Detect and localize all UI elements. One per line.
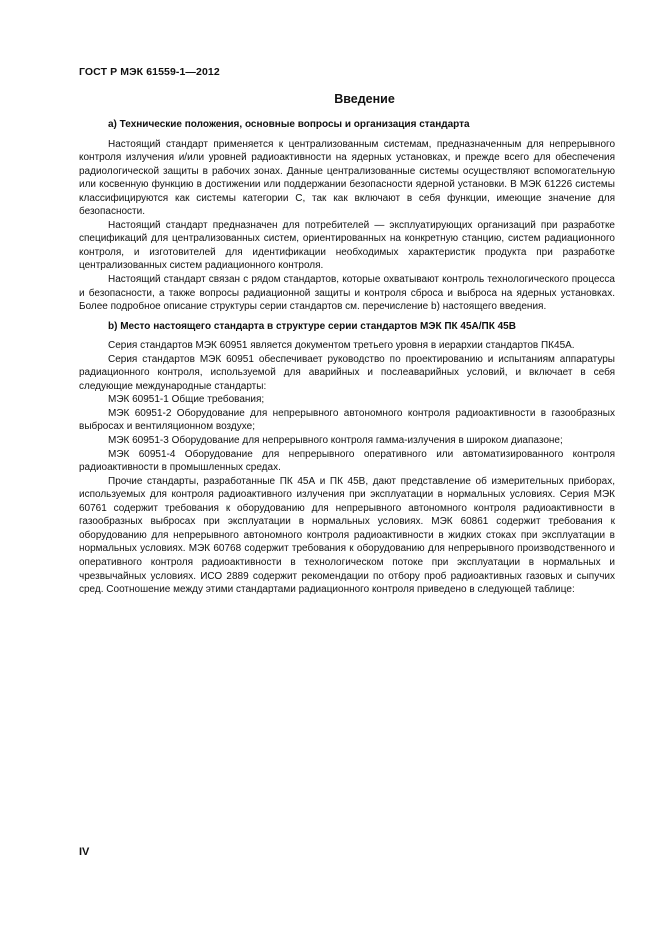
section-a-paragraph: Настоящий стандарт применяется к централизованным системам, предназначенным для непрерывного контроля излучения и/или уровней радиоактивности на ядерных установках, и прежде всего для обеспечения радиологической защиты в рабочих зонах. Данные централизованные системы осуществляют вспомогательную или косвенную функцию в достижении или поддержании безопасности ядерной установки. В МЭК 61226 системы классифицируются как системы категории С, так как включают в себя функции, имеющие значение для безопасности.: [79, 138, 615, 218]
standards-list-item: МЭК 60951-2 Оборудование для непрерывного автономного контроля радиоактивности в газообразных выбросах и вентиляционном воздухе;: [79, 407, 615, 433]
section-b-paragraph: Серия стандартов МЭК 60951 обеспечивает руководство по проектированию и испытаниям аппаратуры радиационного контроля, используемой для аварийных и послеаварийных условий, и включает в себя следующие международные стандарты:: [79, 353, 615, 392]
page-title: Введение: [334, 92, 395, 106]
section-a-heading: а) Технические положения, основные вопросы и организация стандарта: [108, 119, 470, 130]
section-b-closing-paragraph: Прочие стандарты, разработанные ПК 45А и ПК 45В, дают представление об измерительных приборах, используемых для контроля радиоактивного излучения при эксплуатации в нормальных условиях. Серия МЭК 60761 содержит требования к оборудованию для непрерывного автономного контроля радиоактивности в газообразных выбросах при эксплуатации в нормальных условиях. МЭК 60861 содержит требования к оборудованию для непрерывного автономного контроля радиоактивности в жидких стоках при эксплуатации в нормальных условиях. МЭК 60768 содержит требования к оборудованию для непрерывного производственного и оперативного контроля радиоактивности в технологическом потоке при эксплуатации в нормальных и чрезвычайных условиях. ИСО 2889 содержит рекомендации по отбору проб радиоактивных газовых и сыпучих сред. Соотношение между этими стандартами радиационного контроля приведено в следующей таблице:: [79, 475, 615, 596]
page-number: IV: [79, 846, 90, 858]
section-a-paragraph: Настоящий стандарт предназначен для потребителей — эксплуатирующих организаций при разработке спецификаций для централизованных систем, ориентированных на конкретную станцию, систем радиационного контроля, и изготовителей для идентификации необходимых характеристик продукта при разработке централизованных систем радиационного контроля.: [79, 219, 615, 272]
section-a-paragraph: Настоящий стандарт связан с рядом стандартов, которые охватывают контроль технологического процесса и безопасности, а также вопросы радиационной защиты и контроля сброса и выброса на ядерных установках. Более подробное описание структуры серии стандартов см. перечисление b) настоящего введения.: [79, 274, 615, 313]
standards-list-item: МЭК 60951-1 Общие требования;: [108, 394, 265, 406]
section-b-paragraph: Серия стандартов МЭК 60951 является документом третьего уровня в иерархии стандартов ПК45А.: [108, 340, 575, 352]
document-code: ГОСТ Р МЭК 61559-1—2012: [79, 66, 220, 78]
standards-list-item: МЭК 60951-4 Оборудование для непрерывного оперативного или автоматизированного контроля радиоактивности в промышленных средах.: [79, 448, 615, 474]
standards-list-item: МЭК 60951-3 Оборудование для непрерывного контроля гамма-излучения в широком диапазоне;: [108, 435, 563, 447]
document-body: [79, 118, 615, 597]
section-b-heading: b) Место настоящего стандарта в структуре серии стандартов МЭК ПК 45А/ПК 45В: [108, 320, 516, 332]
